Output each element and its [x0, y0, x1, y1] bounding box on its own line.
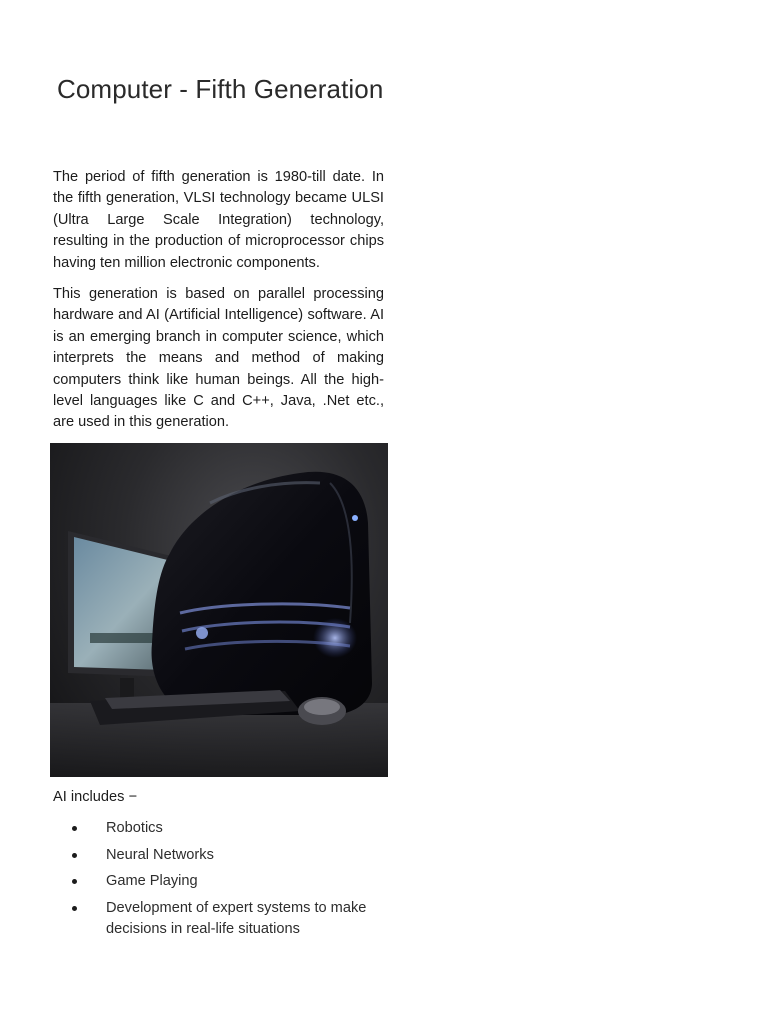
ai-includes-label: AI includes − [53, 789, 137, 805]
tower-icon [152, 472, 372, 715]
list-item-text: Game Playing [106, 873, 198, 889]
computer-illustration [50, 443, 388, 777]
list-item [0, 871, 386, 892]
computer-photo [50, 443, 388, 777]
bullet-icon [72, 906, 77, 911]
list-item [0, 845, 386, 866]
list-item-text: Development of expert systems to make decisions in real-life situations [106, 899, 367, 937]
list-item-text: Neural Networks [106, 846, 214, 863]
list-item [0, 898, 386, 940]
bullet-icon [72, 853, 77, 858]
list-item-text: Robotics [106, 820, 163, 836]
ai-includes-list [0, 818, 420, 945]
mouse-icon [298, 697, 346, 725]
bullet-icon [72, 879, 77, 884]
page-title: Computer - Fifth Generation [57, 74, 384, 104]
bullet-icon [72, 826, 77, 831]
list-item [0, 818, 386, 839]
paragraph-ai: This generation is based on parallel processing hardware and AI (Artificial Intelligence) software. AI is an emerging branch in computer science, which interprets the means and method of making computers think like human beings. All the high-level languages like C and C++, Java, .Net etc., are used in this generation. [53, 286, 384, 431]
paragraph-intro: The period of fifth generation is 1980-till date. In the fifth generation, VLSI technology became ULSI (Ultra Large Scale Integration) technology, resulting in the production of microprocessor chips having ten million electronic components. [53, 169, 384, 271]
